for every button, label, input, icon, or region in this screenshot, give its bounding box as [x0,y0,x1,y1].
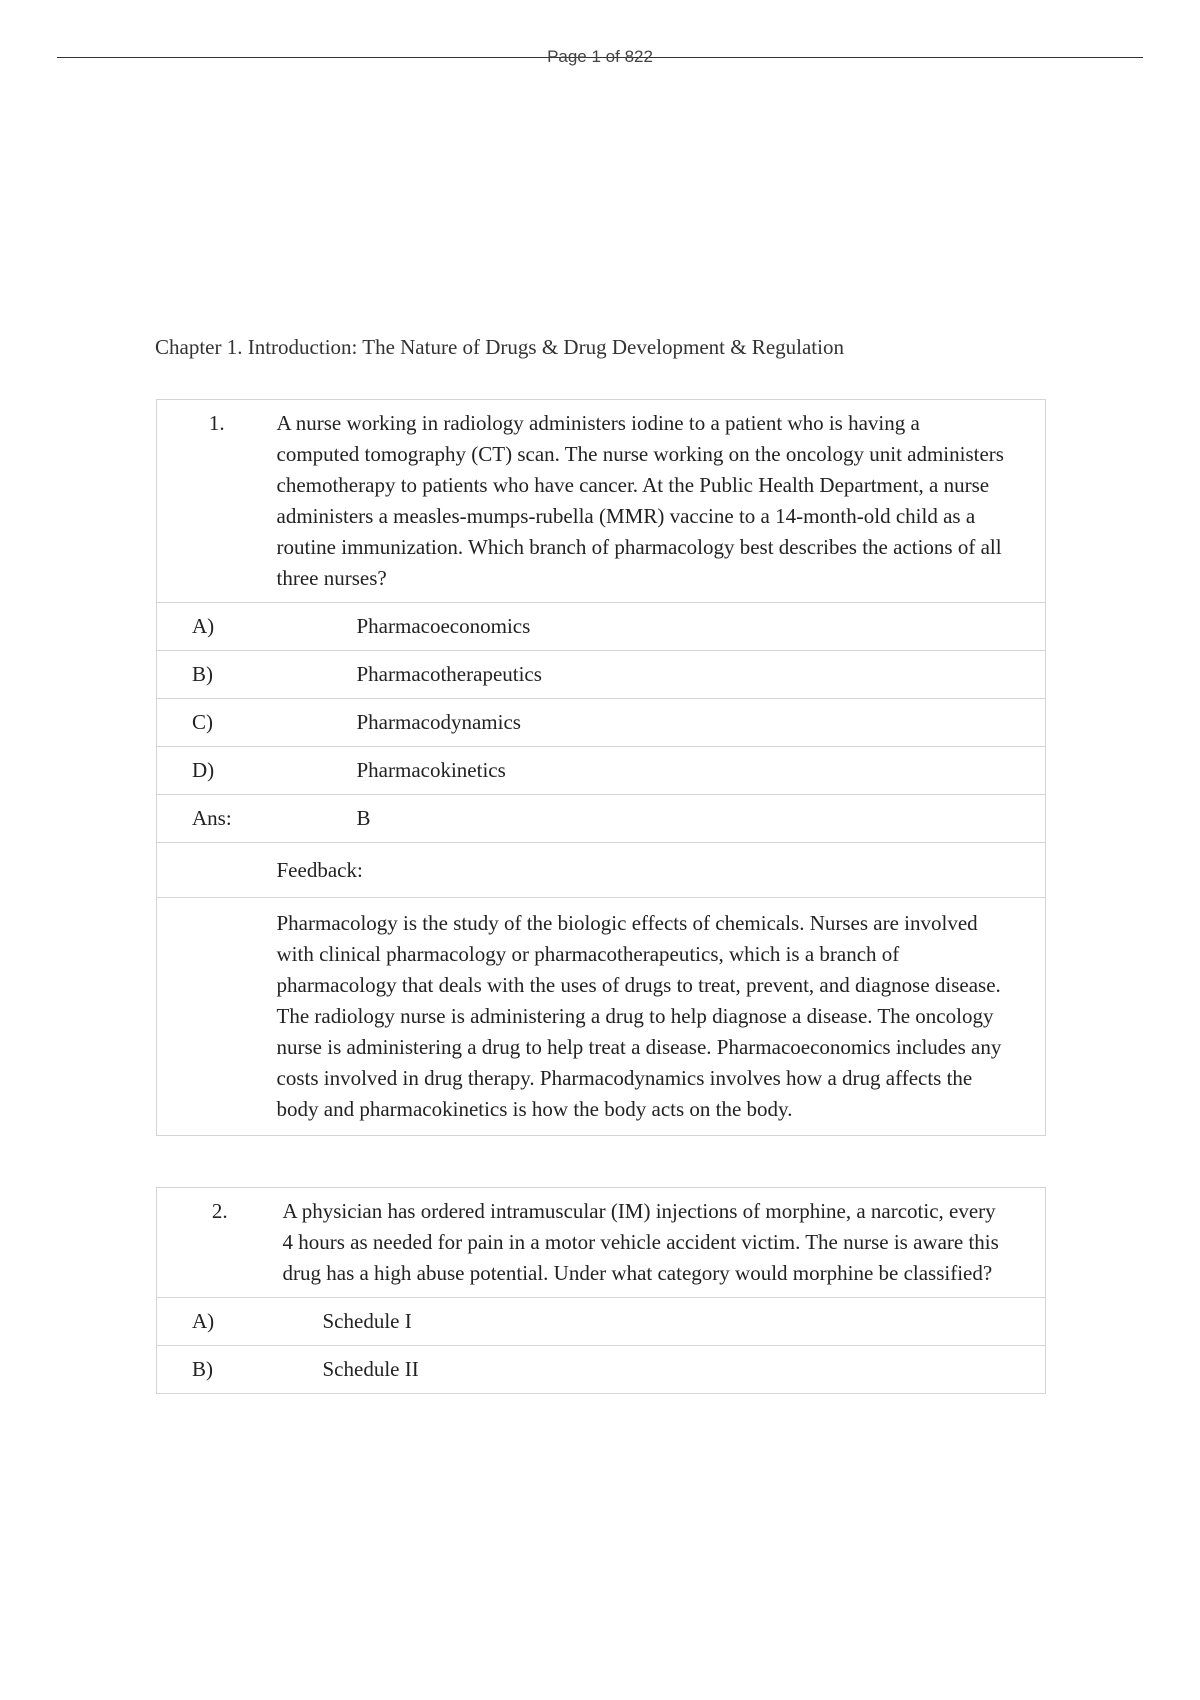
question-text: A physician has ordered intramuscular (IM) injections of morphine, a narcotic, every 4 hours as needed for pain in a motor vehicle accident victim. The nurse is aware this drug has a high abuse potential. Under what category would morphine be classified? [282,1199,999,1285]
option-row-b [157,651,1046,699]
option-row-c [157,699,1046,747]
answer-row [157,795,1046,843]
question-1-table [156,399,1046,1136]
option-letter: B) [157,651,277,699]
question-stem-row [157,400,1046,603]
answer-label: Ans: [157,795,277,843]
option-row-d [157,747,1046,795]
option-letter: C) [157,699,277,747]
feedback-text: Pharmacology is the study of the biologic effects of chemicals. Nurses are involved with clinical pharmacology or pharmacotherapeutics, which is a branch of pharmacology that deals with the uses of drugs to treat, prevent, and diagnose disease. The radiology nurse is administering a drug to help diagnose a disease. The oncology nurse is administering a drug to help treat a disease. Pharmacoeconomics includes any costs involved in drug therapy. Pharmacodynamics involves how a drug affects the body and pharmacokinetics is how the body acts on the body. [277,898,1046,1136]
option-row-a [157,1298,1046,1346]
option-letter: A) [157,1298,283,1346]
feedback-row [157,898,1046,1136]
page-header [57,46,1143,68]
question-stem-row [157,1188,1046,1298]
answer-value: B [357,795,1046,843]
option-row-a [157,603,1046,651]
question-2-table [156,1187,1046,1394]
option-row-b [157,1346,1046,1394]
option-text: Pharmacodynamics [357,699,1046,747]
option-letter: B) [157,1346,283,1394]
question-text: A nurse working in radiology administers iodine to a patient who is having a computed tomography (CT) scan. The nurse working on the oncology unit administers chemotherapy to patients who have cancer. At the Public Health Department, a nurse administers a measles-mumps-rubella (MMR) vaccine to a 14-month-old child as a routine immunization. Which branch of pharmacology best describes the actions of all three nurses? [276,411,1004,590]
option-text: Schedule I [323,1298,1046,1346]
option-text: Pharmacotherapeutics [357,651,1046,699]
option-text: Pharmacokinetics [357,747,1046,795]
option-letter: D) [157,747,277,795]
option-text: Pharmacoeconomics [357,603,1046,651]
page-number: Page 1 of 822 [547,47,653,66]
chapter-title: Chapter 1. Introduction: The Nature of Drugs & Drug Development & Regulation [155,335,844,359]
feedback-label-row [157,843,1046,898]
feedback-label: Feedback: [277,843,1046,898]
question-number: 1. [208,411,225,435]
option-letter: A) [157,603,277,651]
question-number: 2. [211,1199,228,1223]
option-text: Schedule II [323,1346,1046,1394]
